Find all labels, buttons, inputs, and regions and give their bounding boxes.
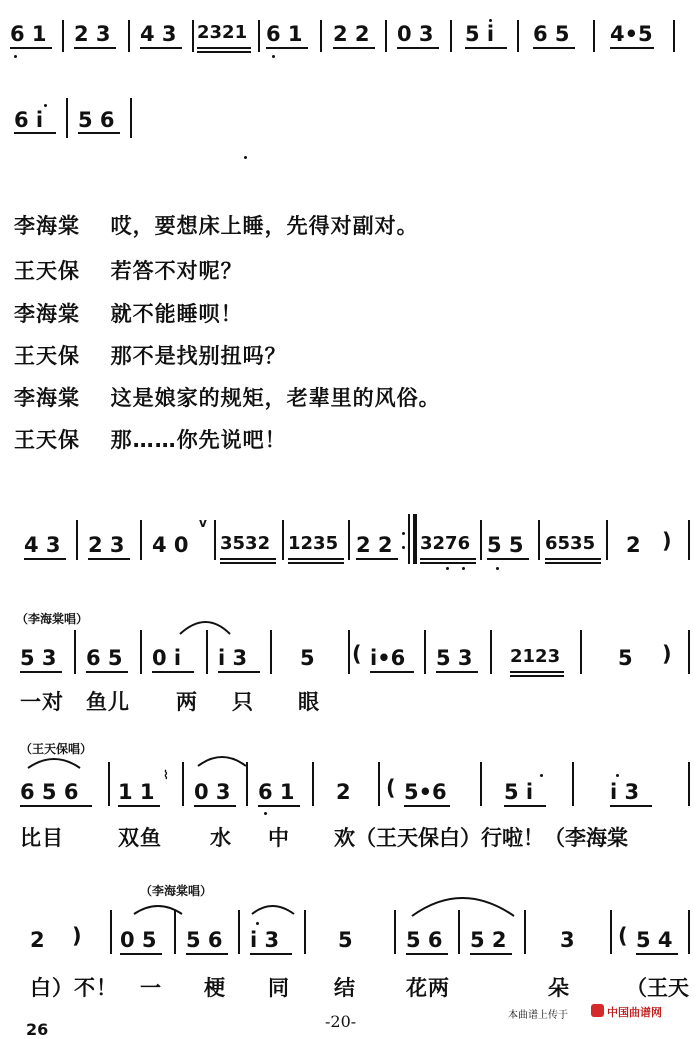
lyric: 一对: [20, 690, 64, 714]
measure-3: 4 3: [140, 22, 177, 46]
measure-35: 6 1: [258, 780, 295, 804]
lyric: 鱼儿: [86, 690, 130, 714]
lyric: 一: [140, 976, 162, 1000]
measure-26: i 3: [218, 646, 248, 670]
measure-8: 5 i: [465, 22, 495, 46]
open-paren: (: [618, 924, 628, 948]
spoken-line: 若答不对呢？: [110, 259, 243, 283]
partial-next-page-text: 26: [26, 1020, 49, 1039]
measure-46: 5 2: [470, 928, 507, 952]
lyric: （王天: [626, 976, 689, 1000]
measure-18: 2 2: [356, 533, 393, 557]
measure-22: 2: [626, 533, 641, 557]
spoken-line: 那……你先说吧！: [110, 428, 287, 452]
measure-12: 5 6: [78, 108, 115, 132]
fermata-mark: ⌇: [163, 768, 169, 782]
measure-31: 5: [618, 646, 633, 670]
measure-34: 0 3: [194, 780, 231, 804]
measure-10: 4•5: [610, 22, 653, 46]
lyric: 结: [334, 976, 356, 1000]
measure-32: 6 5 6: [20, 780, 79, 804]
site-logo-icon: [591, 1004, 604, 1017]
site-name[interactable]: 中国曲谱网: [607, 1006, 662, 1019]
close-paren: ): [662, 642, 672, 666]
measure-44: 5: [338, 928, 353, 952]
measure-38: 5 i: [504, 780, 534, 804]
speaker-name: 王天保: [14, 344, 80, 368]
measure-42: 5 6: [186, 928, 223, 952]
measure-24: 6 5: [86, 646, 123, 670]
measure-28: i•6: [370, 646, 406, 670]
lyric: 梗: [204, 976, 226, 1000]
open-paren: (: [386, 776, 396, 800]
spoken-line: 哎，要想床上睡，先得对副对。: [110, 214, 419, 238]
lyric: 同: [268, 976, 290, 1000]
measure-20: 5 5: [487, 533, 524, 557]
measure-33: 1 1: [118, 780, 155, 804]
lyric: 比目: [20, 826, 64, 850]
measure-40: 2: [30, 928, 45, 952]
measure-17: 1235: [288, 533, 339, 554]
open-paren: (: [352, 642, 362, 666]
measure-14: 2 3: [88, 533, 125, 557]
speaker-name: 王天保: [14, 259, 80, 283]
lyric: 水: [210, 826, 232, 850]
page-number: -20-: [325, 1012, 357, 1031]
singer-label: （王天保唱）: [20, 742, 93, 756]
speaker-name: 李海棠: [14, 386, 80, 410]
measure-4: 2321: [197, 22, 248, 43]
measure-27: 5: [300, 646, 315, 670]
singer-label: （李海棠唱）: [16, 612, 89, 626]
measure-37: 5•6: [404, 780, 447, 804]
singer-label: （李海棠唱）: [140, 884, 213, 898]
measure-25: 0 i: [152, 646, 182, 670]
lyric: 眼: [298, 690, 320, 714]
close-paren: ): [662, 529, 672, 553]
lyric: 两: [176, 690, 198, 714]
breath-mark: v: [199, 516, 207, 530]
measure-41: 0 5: [120, 928, 157, 952]
measure-29: 5 3: [436, 646, 473, 670]
lyric: 只: [232, 690, 254, 714]
lyric: 花两: [406, 976, 450, 1000]
lyric: 欢（王天保白）行啦！（李海棠: [334, 826, 628, 850]
measure-5: 6 1: [266, 22, 303, 46]
measure-7: 0 3: [397, 22, 434, 46]
speaker-name: 李海棠: [14, 214, 80, 238]
spoken-line: 那不是找别扭吗？: [110, 344, 287, 368]
upload-note: 本曲谱上传于: [508, 1010, 568, 1021]
measure-2: 2 3: [74, 22, 111, 46]
measure-45: 5 6: [406, 928, 443, 952]
spoken-line: 就不能睡呗！: [110, 302, 243, 326]
measure-39: i 3: [610, 780, 640, 804]
measure-19: 3276: [420, 533, 471, 554]
lyric: 中: [268, 826, 290, 850]
measure-15: 4 0: [152, 533, 189, 557]
measure-13: 4 3: [24, 533, 61, 557]
lyric: 双鱼: [118, 826, 162, 850]
spoken-line: 这是娘家的规矩，老辈里的风俗。: [110, 386, 441, 410]
speaker-name: 王天保: [14, 428, 80, 452]
measure-6: 2 2: [333, 22, 370, 46]
measure-11: 6 i: [14, 108, 44, 132]
measure-16: 3532: [220, 533, 271, 554]
measure-47: 3: [560, 928, 575, 952]
speaker-name: 李海棠: [14, 302, 80, 326]
measure-36: 2: [336, 780, 351, 804]
measure-9: 6 5: [533, 22, 570, 46]
measure-23: 5 3: [20, 646, 57, 670]
lyric: 朵: [548, 976, 570, 1000]
measure-43: i 3: [250, 928, 280, 952]
measure-1: 6 1: [10, 22, 47, 46]
measure-30: 2123: [510, 646, 561, 667]
lyric: 白）不！: [30, 976, 118, 1000]
close-paren: ): [72, 924, 82, 948]
measure-48: 5 4: [636, 928, 673, 952]
measure-21: 6535: [545, 533, 596, 554]
